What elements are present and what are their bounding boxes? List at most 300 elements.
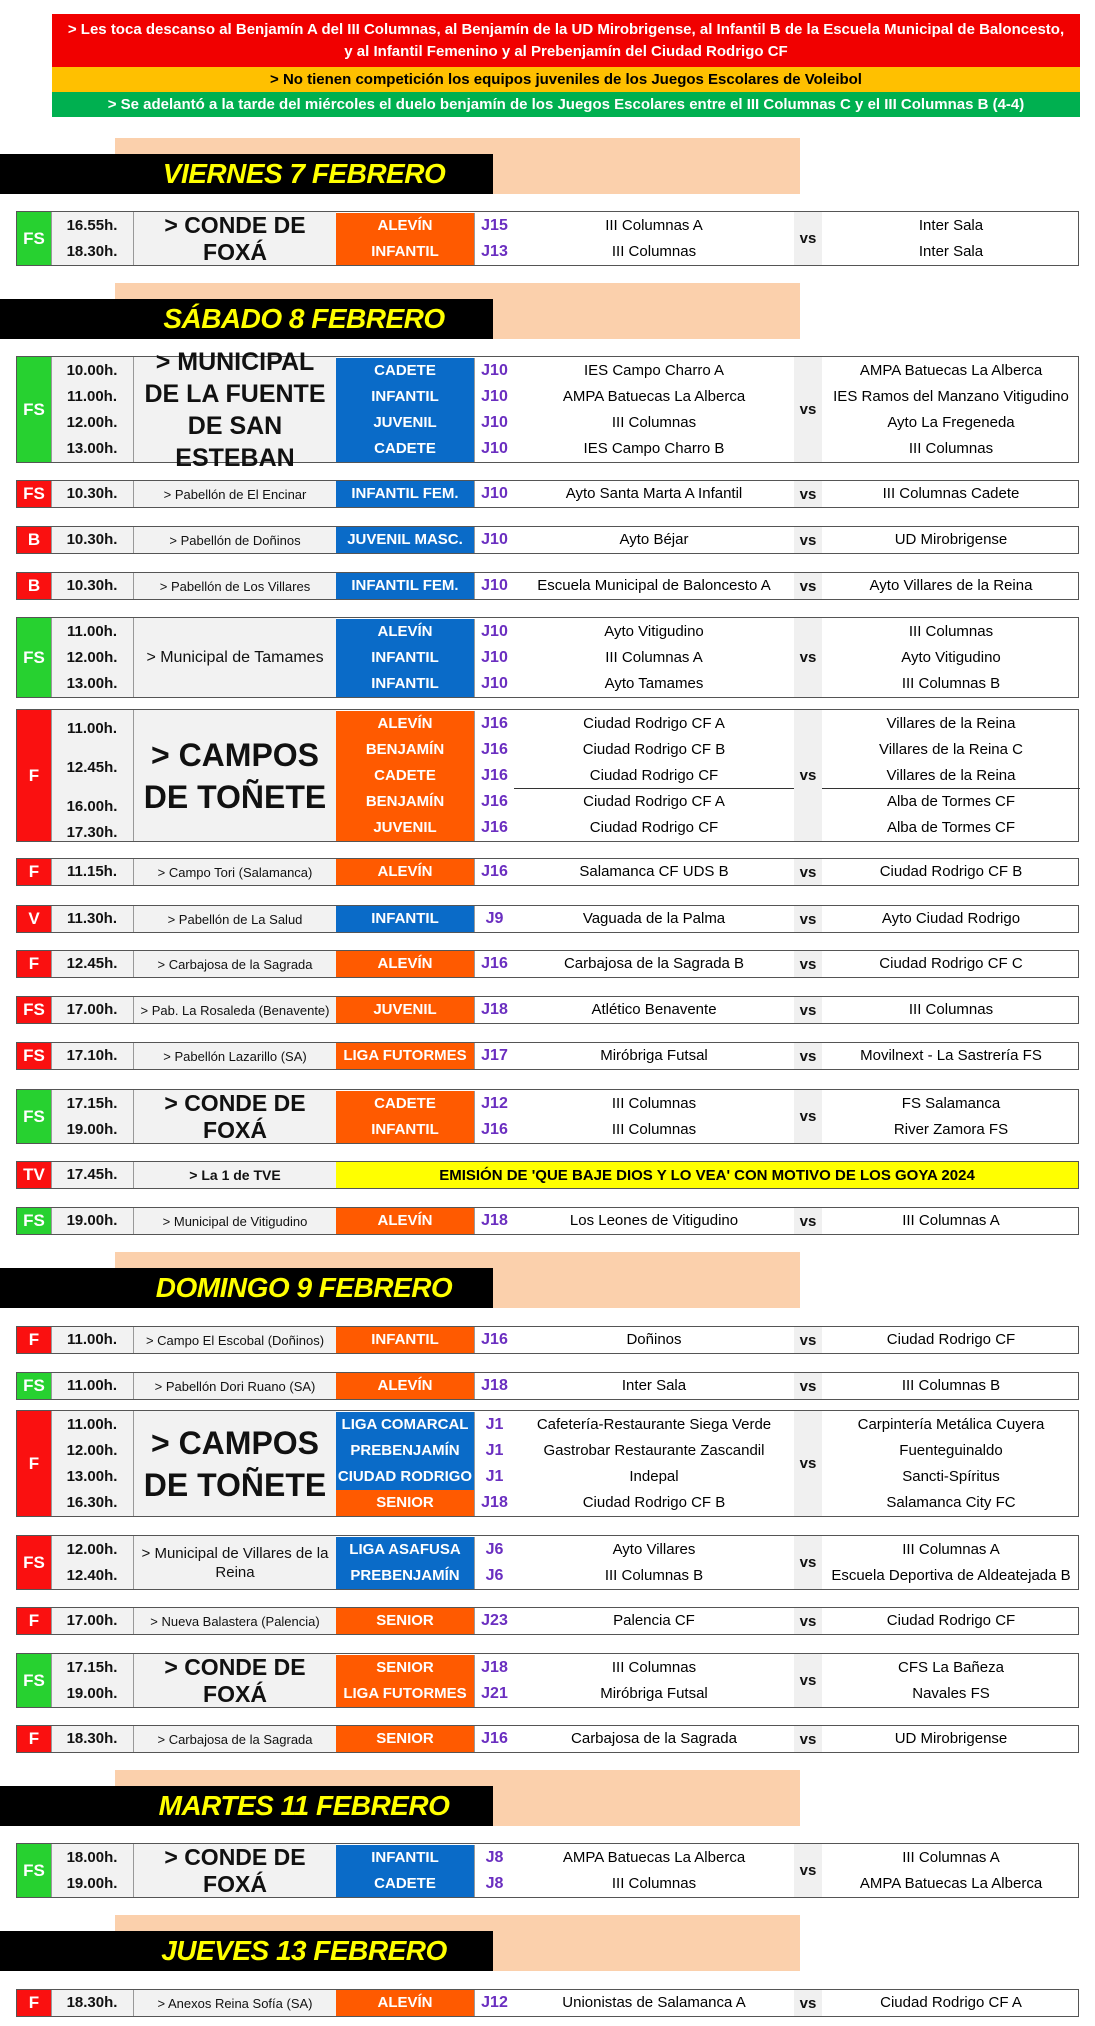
match-time: 18.30h. [66, 242, 118, 260]
away-team: Villares de la Reina C [879, 740, 1023, 758]
category-label: INFANTIL [336, 384, 474, 410]
home-team: Salamanca CF UDS B [579, 863, 729, 880]
day-title: SÁBADO 8 FEBRERO [163, 303, 445, 334]
category-label: JUVENIL [336, 410, 474, 436]
away-team: Alba de Tormes CF [886, 792, 1016, 810]
match-time: 13.00h. [66, 1467, 118, 1485]
away-team: Sancti-Spíritus [902, 1467, 1000, 1485]
notice-rescheduled: > Se adelantó a la tarde del miércoles el duelo benjamín de los Juegos Escolares entre el III Columnas C y el III Columnas B (4-4) [52, 92, 1080, 117]
round-label: J16 [474, 815, 514, 841]
away-team: Fuenteguinaldo [899, 1441, 1003, 1459]
round-label: J16 [474, 711, 514, 737]
category-label: INFANTIL [336, 645, 474, 671]
match-time: 12.00h. [66, 648, 118, 666]
vs-label: vs [794, 1327, 822, 1353]
category-label: ALEVÍN [336, 213, 474, 239]
match-row [17, 859, 1078, 885]
tv-message: EMISIÓN DE 'QUE BAJE DIOS Y LO VEA' CON MOTIVO DE LOS GOYA 2024 [336, 1162, 1078, 1188]
home-team: Ciudad Rodrigo CF [589, 818, 719, 836]
row-separator [822, 788, 1080, 789]
away-team: Villares de la Reina [886, 766, 1016, 784]
match-row [17, 213, 1078, 239]
match-row [17, 239, 1078, 265]
sport-badge: F [17, 1990, 51, 2016]
match-row [17, 436, 1078, 462]
away-team: III Columnas Cadete [882, 485, 1020, 502]
match-time: 10.30h. [66, 531, 118, 548]
match-time: 17.15h. [66, 1094, 118, 1112]
match-block [16, 1207, 1079, 1235]
sport-badge: TV [17, 1162, 51, 1188]
match-row [17, 1373, 1078, 1399]
sport-badge: F [17, 710, 51, 841]
sport-badge: F [17, 1327, 51, 1353]
match-time: 16.00h. [66, 798, 118, 815]
round-label: J18 [474, 997, 514, 1023]
home-team: Miróbriga Futsal [600, 1047, 708, 1064]
sport-badge: FS [17, 1208, 51, 1234]
venue-name: > CONDE DE FOXÁ [133, 212, 336, 265]
round-label: J1 [474, 1438, 514, 1464]
match-time: 18.30h. [66, 1994, 118, 2011]
match-block [16, 1653, 1079, 1708]
home-team: Palencia CF [613, 1612, 695, 1629]
sport-badge: FS [17, 997, 51, 1023]
round-label: J1 [474, 1464, 514, 1490]
day-header [0, 1915, 800, 1971]
sport-badge: F [17, 1726, 51, 1752]
match-row [17, 951, 1078, 977]
round-label: J10 [474, 384, 514, 410]
vs-label: vs [794, 997, 822, 1023]
match-row [17, 671, 1078, 697]
vs-label: vs [794, 1043, 822, 1069]
sport-badge: FS [17, 1090, 51, 1143]
round-label: J10 [474, 645, 514, 671]
category-label: INFANTIL FEM. [336, 481, 474, 507]
match-row [17, 481, 1078, 507]
round-label: J16 [474, 789, 514, 815]
vs-label: vs [794, 1654, 822, 1707]
home-team: Doñinos [626, 1331, 682, 1348]
away-team: Inter Sala [918, 216, 984, 234]
venue-name: > MUNICIPAL DE LA FUENTE DE SAN ESTEBAN [133, 357, 336, 462]
home-team: Ayto Villares [612, 1540, 696, 1558]
time-row [17, 794, 1078, 820]
home-team: III Columnas [611, 1658, 697, 1676]
vs-label: vs [794, 906, 822, 932]
day-title: JUEVES 13 FEBRERO [161, 1935, 447, 1966]
match-row [17, 1327, 1078, 1353]
vs-label: vs [794, 1608, 822, 1634]
match-time: 12.00h. [66, 413, 118, 431]
vs-label: vs [794, 1536, 822, 1589]
match-block [16, 1326, 1079, 1354]
category-label: INFANTIL [336, 1327, 474, 1353]
category-label: INFANTIL [336, 671, 474, 697]
sport-badge: FS [17, 212, 51, 265]
home-team: Ayto Béjar [619, 531, 689, 548]
vs-label: vs [794, 1411, 822, 1516]
away-team: IES Ramos del Manzano Vitigudino [833, 387, 1069, 405]
round-label: J12 [474, 1091, 514, 1117]
match-row [17, 1726, 1078, 1752]
away-team: III Columnas [908, 439, 994, 457]
venue-name: > Pabellón de La Salud [133, 906, 336, 932]
home-team: IES Campo Charro B [583, 439, 725, 457]
away-team: AMPA Batuecas La Alberca [859, 361, 1043, 379]
round-label: J15 [474, 213, 514, 239]
away-team: UD Mirobrigense [894, 531, 1008, 548]
category-label: ALEVÍN [336, 859, 474, 885]
home-team: Vaguada de la Palma [582, 910, 726, 927]
match-time: 11.30h. [66, 910, 118, 927]
match-block [16, 617, 1079, 698]
away-team: AMPA Batuecas La Alberca [859, 1874, 1043, 1892]
match-time: 17.15h. [66, 1658, 118, 1676]
day-title: DOMINGO 9 FEBRERO [155, 1272, 453, 1303]
day-title: VIERNES 7 FEBRERO [162, 158, 446, 189]
match-time: 17.00h. [66, 1001, 118, 1018]
home-team: Miróbriga Futsal [600, 1684, 708, 1702]
round-label: J8 [474, 1871, 514, 1897]
match-row [17, 358, 1078, 384]
venue-name: > Pabellón Lazarillo (SA) [133, 1043, 336, 1069]
home-team: III Columnas [611, 1120, 697, 1138]
sport-badge: FS [17, 1043, 51, 1069]
vs-label: vs [794, 481, 822, 507]
match-block [16, 1725, 1079, 1753]
home-team: Carbajosa de la Sagrada B [563, 955, 745, 972]
home-team: III Columnas A [605, 216, 703, 234]
category-label: CADETE [336, 763, 474, 789]
category-label: CADETE [336, 1871, 474, 1897]
match-block [16, 1535, 1079, 1590]
sport-badge: FS [17, 357, 51, 462]
home-team: III Columnas A [605, 648, 703, 666]
match-time: 10.00h. [66, 361, 118, 379]
vs-label: vs [794, 1373, 822, 1399]
vs-label: vs [794, 710, 822, 841]
home-team: Ayto Vitigudino [604, 622, 704, 640]
match-time: 18.00h. [66, 1848, 118, 1866]
away-team: Ayto Ciudad Rodrigo [881, 910, 1021, 927]
home-team: Ayto Tamames [604, 674, 704, 692]
home-team: Ciudad Rodrigo CF B [582, 1493, 726, 1511]
category-label: SENIOR [336, 1655, 474, 1681]
home-team: Cafetería-Restaurante Siega Verde [536, 1415, 772, 1433]
away-team: Ciudad Rodrigo CF B [879, 863, 1023, 880]
category-label: PREBENJAMÍN [336, 1563, 474, 1589]
day-header [0, 1770, 800, 1826]
round-label: J10 [474, 671, 514, 697]
match-row [17, 1681, 1078, 1707]
match-block [16, 905, 1079, 933]
vs-label: vs [794, 212, 822, 265]
match-time: 10.30h. [66, 485, 118, 502]
category-label: LIGA ASAFUSA [336, 1537, 474, 1563]
vs-label: vs [794, 1844, 822, 1897]
notice-rest-text: > Les toca descanso al Benjamín A del III Columnas, al Benjamín de la UD Mirobrigense, al Infantil B de la Escuela Municipal de Baloncesto, y al Infantil Femenino y al Prebenjamín del Ciudad Rodrigo CF [67, 20, 1065, 60]
away-team: III Columnas B [901, 1377, 1001, 1394]
match-time: 11.00h. [66, 720, 118, 737]
match-row [17, 1412, 1078, 1438]
round-label: J12 [474, 1990, 514, 2016]
round-label: J16 [474, 1726, 514, 1752]
home-team: Ciudad Rodrigo CF B [582, 740, 726, 758]
vs-label: vs [794, 1726, 822, 1752]
round-label: J18 [474, 1373, 514, 1399]
round-label: J8 [474, 1845, 514, 1871]
match-block [16, 996, 1079, 1024]
home-team: III Columnas [611, 413, 697, 431]
match-time: 19.00h. [66, 1684, 118, 1702]
day-header [0, 283, 800, 339]
sport-badge: F [17, 1411, 51, 1516]
round-label: J21 [474, 1681, 514, 1707]
match-time: 16.30h. [66, 1493, 118, 1511]
category-label: INFANTIL FEM. [336, 573, 474, 599]
match-block [16, 1410, 1079, 1517]
match-time: 19.00h. [66, 1874, 118, 1892]
match-row [17, 1845, 1078, 1871]
category-label: JUVENIL [336, 815, 474, 841]
match-time: 12.40h. [66, 1566, 118, 1584]
match-block [16, 347, 1079, 472]
match-time: 12.45h. [66, 759, 118, 776]
category-label: CADETE [336, 358, 474, 384]
category-label: LIGA COMARCAL [336, 1412, 474, 1438]
home-team: Carbajosa de la Sagrada [571, 1730, 737, 1747]
match-row [17, 1537, 1078, 1563]
match-row [17, 1608, 1078, 1634]
home-team: Los Leones de Vitigudino [569, 1212, 739, 1229]
home-team: Unionistas de Salamanca A [562, 1994, 746, 2011]
match-block [16, 1843, 1079, 1898]
category-label: JUVENIL [336, 997, 474, 1023]
venue-name: > Campo El Escobal (Doñinos) [133, 1327, 336, 1353]
match-block [16, 572, 1079, 600]
match-block [16, 1161, 1079, 1189]
match-block [16, 1989, 1079, 2017]
match-block [16, 526, 1079, 554]
vs-label: vs [794, 357, 822, 462]
venue-name: > Municipal de Vitigudino [133, 1208, 336, 1234]
sport-badge: FS [17, 618, 51, 697]
match-block [16, 211, 1079, 266]
home-team: Ciudad Rodrigo CF [589, 766, 719, 784]
match-row [17, 997, 1078, 1023]
match-time: 11.00h. [66, 1377, 118, 1394]
home-team: IES Campo Charro A [583, 361, 725, 379]
venue-name: > CAMPOS DE TOÑETE [133, 710, 336, 841]
venue-name: > La 1 de TVE [133, 1162, 336, 1188]
match-time: 13.00h. [66, 674, 118, 692]
sport-badge: V [17, 906, 51, 932]
category-label: PREBENJAMÍN [336, 1438, 474, 1464]
category-label: JUVENIL MASC. [336, 527, 474, 553]
venue-name: > Pabellón de El Encinar [133, 481, 336, 507]
notices [52, 14, 1080, 117]
match-block [16, 858, 1079, 886]
away-team: Ayto Vitigudino [901, 648, 1001, 666]
match-row [17, 1043, 1078, 1069]
category-label: SENIOR [336, 1608, 474, 1634]
match-row [17, 619, 1078, 645]
home-team: Indepal [629, 1467, 679, 1485]
category-label: CADETE [336, 436, 474, 462]
round-label: J10 [474, 358, 514, 384]
away-team: Ciudad Rodrigo CF [886, 1331, 1016, 1348]
round-label: J10 [474, 573, 514, 599]
home-team: III Columnas [611, 1874, 697, 1892]
match-time: 18.30h. [66, 1730, 118, 1747]
home-team: Gastrobar Restaurante Zascandil [543, 1441, 765, 1459]
round-label: J6 [474, 1537, 514, 1563]
match-block [16, 1372, 1079, 1400]
round-label: J10 [474, 410, 514, 436]
away-team: FS Salamanca [901, 1094, 1001, 1112]
match-row [17, 1871, 1078, 1897]
venue-name: > Anexos Reina Sofía (SA) [133, 1990, 336, 2016]
notice-rest [52, 14, 1080, 67]
time-row [17, 716, 1078, 742]
match-block [16, 709, 1079, 842]
vs-label: vs [794, 573, 822, 599]
vs-label: vs [794, 951, 822, 977]
away-team: III Columnas A [902, 1848, 1000, 1866]
match-row [17, 1464, 1078, 1490]
vs-label: vs [794, 1208, 822, 1234]
notice-volleyball: > No tienen competición los equipos juveniles de los Juegos Escolares de Voleibol [52, 67, 1080, 92]
match-time: 12.00h. [66, 1540, 118, 1558]
vs-label: vs [794, 618, 822, 697]
home-team: Atlético Benavente [591, 1001, 717, 1018]
round-label: J13 [474, 239, 514, 265]
category-label: INFANTIL [336, 239, 474, 265]
match-time: 17.00h. [66, 1612, 118, 1629]
home-team: AMPA Batuecas La Alberca [562, 387, 746, 405]
match-row [17, 906, 1078, 932]
venue-name: > Pab. La Rosaleda (Benavente) [133, 997, 336, 1023]
match-time: 12.45h. [66, 955, 118, 972]
match-time: 17.10h. [66, 1047, 118, 1064]
round-label: J10 [474, 481, 514, 507]
home-team: Escuela Municipal de Baloncesto A [537, 577, 771, 594]
sport-badge: FS [17, 1373, 51, 1399]
match-row [17, 1490, 1078, 1516]
sport-badge: F [17, 951, 51, 977]
venue-name: > CAMPOS DE TOÑETE [133, 1411, 336, 1516]
match-time: 11.15h. [66, 863, 118, 880]
match-row [17, 1990, 1078, 2016]
category-label: CIUDAD RODRIGO [336, 1464, 474, 1490]
home-team: AMPA Batuecas La Alberca [562, 1848, 746, 1866]
match-time: 13.00h. [66, 439, 118, 457]
category-label: ALEVÍN [336, 951, 474, 977]
venue-name: > CONDE DE FOXÁ [133, 1090, 336, 1143]
away-team: Navales FS [912, 1684, 990, 1702]
day-header [0, 1252, 800, 1308]
away-team: Ciudad Rodrigo CF A [880, 1994, 1022, 2011]
category-label: INFANTIL [336, 906, 474, 932]
match-block [16, 1042, 1079, 1070]
match-row [17, 1438, 1078, 1464]
match-block [16, 1607, 1079, 1635]
vs-label: vs [794, 1990, 822, 2016]
sport-badge: B [17, 527, 51, 553]
away-team: Escuela Deportiva de Aldeatejada B [831, 1566, 1071, 1584]
category-label: ALEVÍN [336, 619, 474, 645]
match-time: 17.30h. [66, 824, 118, 841]
venue-name: > Campo Tori (Salamanca) [133, 859, 336, 885]
sport-badge: FS [17, 1844, 51, 1897]
away-team: Ayto La Fregeneda [887, 413, 1015, 431]
match-row [17, 1117, 1078, 1143]
match-time: 19.00h. [66, 1212, 118, 1229]
category-label: ALEVÍN [336, 711, 474, 737]
round-label: J18 [474, 1208, 514, 1234]
category-label: ALEVÍN [336, 1373, 474, 1399]
venue-name: > Pabellón de Doñinos [133, 527, 336, 553]
sport-badge: B [17, 573, 51, 599]
round-label: J10 [474, 436, 514, 462]
away-team: Alba de Tormes CF [886, 818, 1016, 836]
match-time: 11.00h. [66, 387, 118, 405]
round-label: J6 [474, 1563, 514, 1589]
match-row [17, 1655, 1078, 1681]
round-label: J10 [474, 527, 514, 553]
match-time: 12.00h. [66, 1441, 118, 1459]
category-label: INFANTIL [336, 1845, 474, 1871]
round-label: J16 [474, 737, 514, 763]
category-label: BENJAMÍN [336, 789, 474, 815]
round-label: J17 [474, 1043, 514, 1069]
category-label: CADETE [336, 1091, 474, 1117]
venue-name: > Carbajosa de la Sagrada [133, 951, 336, 977]
vs-label: vs [794, 859, 822, 885]
venue-name: > Municipal de Villares de la Reina [133, 1536, 336, 1589]
away-team: III Columnas [908, 1001, 994, 1018]
match-time: 17.45h. [66, 1166, 118, 1183]
match-time: 11.00h. [66, 1415, 118, 1433]
home-team: Inter Sala [621, 1377, 687, 1394]
time-row [17, 755, 1078, 781]
sport-badge: FS [17, 1654, 51, 1707]
round-label: J16 [474, 763, 514, 789]
round-label: J18 [474, 1655, 514, 1681]
sport-badge: FS [17, 481, 51, 507]
category-label: SENIOR [336, 1490, 474, 1516]
time-row [17, 820, 1078, 846]
venue-name: > CONDE DE FOXÁ [133, 1654, 336, 1707]
away-team: III Columnas A [902, 1540, 1000, 1558]
away-team: Carpintería Metálica Cuyera [857, 1415, 1045, 1433]
home-team: Ciudad Rodrigo CF A [583, 792, 725, 810]
match-time: 10.30h. [66, 577, 118, 594]
category-label: INFANTIL [336, 1117, 474, 1143]
day-title: MARTES 11 FEBRERO [158, 1790, 450, 1821]
sport-badge: F [17, 859, 51, 885]
row-separator [514, 788, 794, 789]
category-label: ALEVÍN [336, 1208, 474, 1234]
round-label: J10 [474, 619, 514, 645]
match-block [16, 950, 1079, 978]
category-label: LIGA FUTORMES [336, 1681, 474, 1707]
venue-name: > Carbajosa de la Sagrada [133, 1726, 336, 1752]
match-time: 11.00h. [66, 1331, 118, 1348]
match-row [17, 527, 1078, 553]
